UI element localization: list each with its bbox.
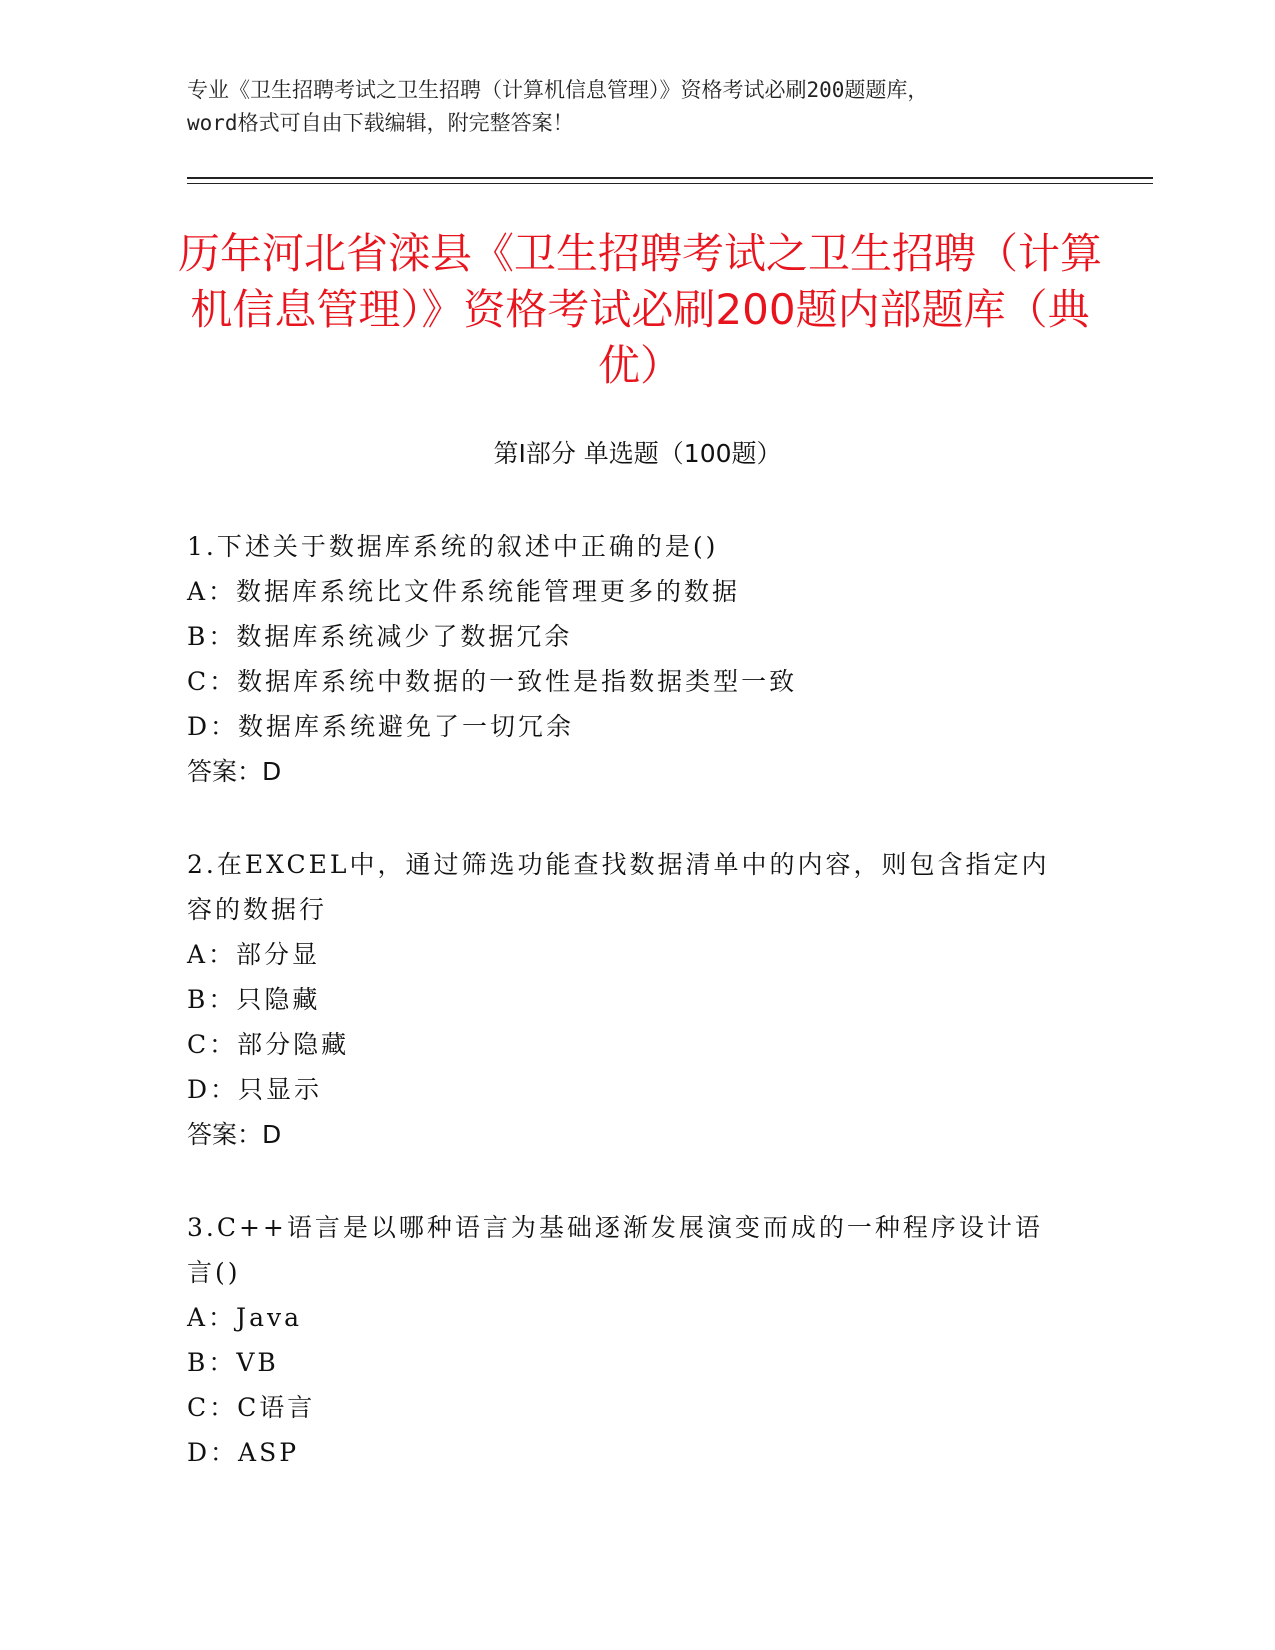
header-divider-bottom <box>187 183 1153 184</box>
question-1 <box>187 524 1067 794</box>
header-note-line-2: word格式可自由下载编辑，附完整答案！ <box>187 111 574 135</box>
option-d: D：数据库系统避免了一切冗余 <box>187 712 575 741</box>
option-b: B：只隐藏 <box>187 985 321 1014</box>
section-heading: 第I部分 单选题（100题） <box>493 439 782 468</box>
option-b: B：数据库系统减少了数据冗余 <box>187 622 573 651</box>
option-c: C：数据库系统中数据的一致性是指数据类型一致 <box>187 667 798 696</box>
question-stem: 1.下述关于数据库系统的叙述中正确的是() <box>187 532 719 561</box>
header-note <box>187 74 1087 140</box>
option-d: D：只显示 <box>187 1075 323 1104</box>
option-c: C：C语言 <box>187 1393 316 1422</box>
answer-line: 答案：D <box>187 1120 282 1149</box>
question-stem: 2.在EXCEL中，通过筛选功能查找数据清单中的内容，则包含指定内容的数据行 <box>187 850 1050 924</box>
answer-line: 答案：D <box>187 757 282 786</box>
question-3 <box>187 1205 1067 1475</box>
header-note-line-1: 专业《卫生招聘考试之卫生招聘（计算机信息管理）》资格考试必刷200题题库， <box>187 78 929 102</box>
option-a: A：Java <box>187 1303 303 1332</box>
option-b: B：VB <box>187 1348 279 1377</box>
document-title: 历年河北省滦县《卫生招聘考试之卫生招聘（计算机信息管理）》资格考试必刷200题内部题库（典优） <box>177 229 1102 390</box>
option-c: C：部分隐藏 <box>187 1030 350 1059</box>
option-a: A：部分显 <box>187 940 321 969</box>
question-stem: 3.C++语言是以哪种语言为基础逐渐发展演变而成的一种程序设计语言() <box>187 1213 1043 1287</box>
question-list <box>187 524 1067 1523</box>
option-d: D：ASP <box>187 1438 300 1467</box>
option-a: A：数据库系统比文件系统能管理更多的数据 <box>187 577 741 606</box>
question-2 <box>187 842 1067 1157</box>
header-divider-top <box>187 177 1153 179</box>
